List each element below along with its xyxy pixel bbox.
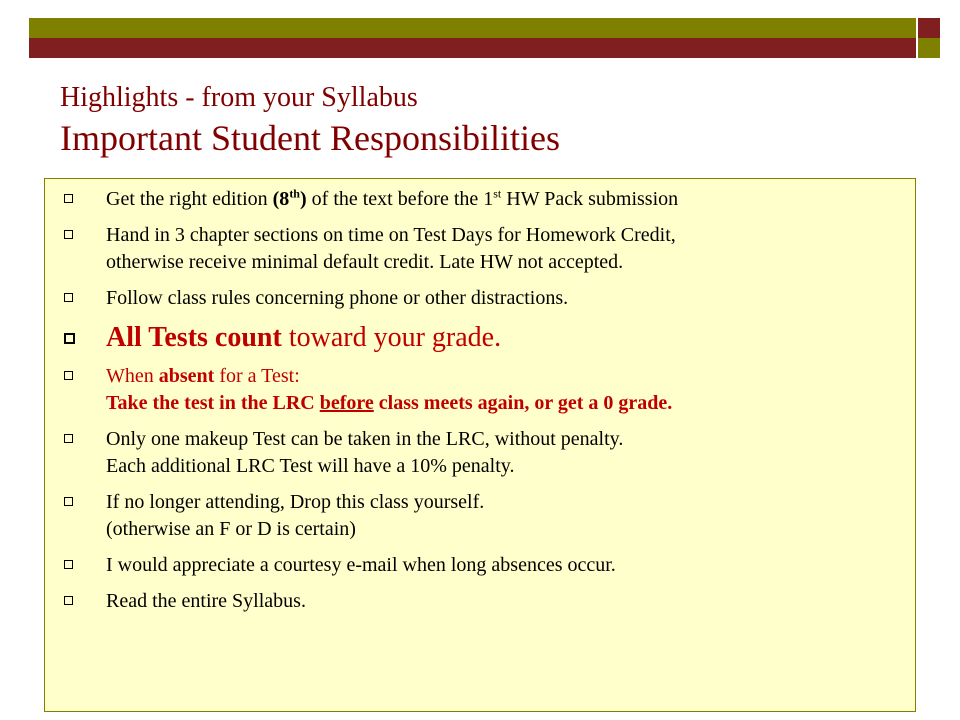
absent-word: absent: [158, 365, 215, 387]
drop-line2: (otherwise an F or D is certain): [106, 518, 356, 540]
corner-block-olive: [918, 38, 940, 58]
edition-paren-close: ): [299, 188, 307, 210]
drop-line1: If no longer attending, Drop this class yourself.: [106, 491, 485, 513]
homework-line1: Hand in 3 chapter sections on time on Test Days for Homework Credit,: [106, 224, 676, 246]
hollow-square-bullet-icon: [64, 371, 73, 380]
makeup-line2: Each additional LRC Test will have a 10% penalty.: [106, 455, 515, 477]
tests-count-rest: toward your grade.: [281, 322, 502, 353]
absent-take-test: Take the test in the LRC: [106, 392, 320, 414]
list-item-homework: [60, 222, 910, 276]
corner-block-maroon: [918, 18, 940, 38]
hollow-square-bullet-icon: [64, 293, 73, 302]
tests-count-bold: All Tests count: [106, 322, 282, 353]
absent-when: When: [106, 365, 159, 387]
slide-title: [60, 80, 920, 160]
list-item-email: [60, 552, 910, 579]
homework-line2: otherwise receive minimal default credit. Late HW not accepted.: [106, 251, 624, 273]
list-item-makeup: [60, 426, 910, 480]
slide-title-line1: Highlights - from your Syllabus: [60, 82, 418, 113]
list-item-edition: [60, 186, 910, 213]
list-item-absent: [60, 363, 910, 417]
absent-line2: [106, 390, 910, 417]
edition-text-a: Get the right edition: [106, 188, 273, 210]
edition-text-b: [273, 188, 307, 210]
absent-for-test: for a Test:: [214, 365, 300, 387]
list-item-tests-count: [60, 321, 910, 355]
hollow-square-bullet-icon: [64, 333, 75, 344]
hollow-square-bullet-icon: [64, 560, 73, 569]
absent-before: before: [319, 392, 374, 414]
list-item-syllabus: [60, 588, 910, 615]
list-item-drop: [60, 489, 910, 543]
responsibility-list: [60, 186, 910, 624]
hollow-square-bullet-icon: [64, 596, 73, 605]
hollow-square-bullet-icon: [64, 230, 73, 239]
absent-line1: [106, 363, 910, 390]
hollow-square-bullet-icon: [64, 497, 73, 506]
absent-rest: class meets again, or get a 0 grade.: [373, 392, 673, 414]
hollow-square-bullet-icon: [64, 434, 73, 443]
top-bar-olive: [29, 18, 916, 38]
edition-sup-st: st: [493, 186, 502, 201]
top-bar-maroon: [29, 38, 916, 58]
syllabus-text: Read the entire Syllabus.: [106, 590, 306, 612]
makeup-line1: Only one makeup Test can be taken in the LRC, without penalty.: [106, 428, 624, 450]
list-item-class-rules: [60, 285, 910, 312]
edition-text-e: of the text before the 1: [306, 188, 494, 210]
hollow-square-bullet-icon: [64, 194, 73, 203]
edition-text-g: HW Pack submission: [501, 188, 679, 210]
class-rules-text: Follow class rules concerning phone or other distractions.: [106, 287, 569, 309]
slide-title-line2: Important Student Responsibilities: [60, 118, 560, 158]
email-text: I would appreciate a courtesy e-mail when long absences occur.: [106, 554, 616, 576]
edition-paren: (8: [272, 188, 290, 210]
edition-sup: th: [289, 186, 300, 201]
